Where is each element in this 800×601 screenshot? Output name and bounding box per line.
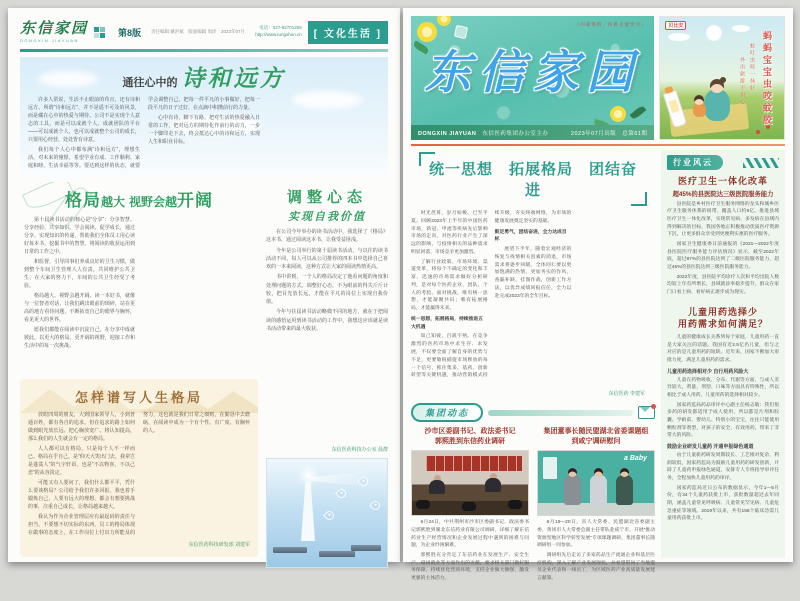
paragraph: 和监督，引导同事们养成良好的卫生习惯，做到整个车间卫生管理人人有责，共同维护公共卫生，在大家的努力下，车间的公共卫生经受了考验。: [24, 259, 135, 289]
advertisement: [659, 16, 785, 140]
paragraph: 可能又有人要问了，我们什么都平平，凭什么要谈格局？公司给予我们许多回报，我也着手锻炼自己，人要有远大的理想，都会有想要挑战的事，注重自己成长，让格局越来越大。: [28, 480, 135, 510]
life-byline: 东信医药科技研发部 刘建军: [188, 542, 250, 548]
children-headline-1: 儿童用药选择少: [687, 306, 758, 317]
masthead-english: DONGXIN JIAYUAN: [418, 130, 477, 137]
left-logo-title: 东信家园: [20, 20, 89, 37]
medical-headline: 医疗卫生一体化改革: [677, 176, 768, 186]
paragraph: 调研组先后走访了多家药品生产流通企业和基层医疗机构，深入了解产业发展现状，并看望慰问了当地盟员企业代表和一线员工，为区域医药产业高质量发展建言献策。: [537, 552, 655, 581]
mother-figure: [704, 89, 730, 121]
website-line: http://www.tungshun.cn: [255, 32, 302, 37]
paragraph: 我们每个人心中都布满“诗和远方”，理想生活、对未来的憧憬，希望学业有成、工作顺利、家庭和睦、生活幸福等等。要达到这样的状态，就要学会调整自己，把每一件平凡的小事做好，把每一段平凡的日子过好，在点滴中积攒前行的力量。: [28, 97, 260, 169]
right-page-top: [411, 16, 785, 140]
left-page-side-column: [266, 182, 388, 568]
pier-shape: [351, 545, 381, 551]
masthead-notice: （内部资料，仅供交流学习）: [574, 22, 647, 27]
article-medical: [667, 175, 779, 297]
paragraph: 国家卫生健康委日前通报的《2021—2022年度县医院医疗服务能力评估情况》显示，截至2022年底，超过87%的县医院达到了二级医院服务能力，超过45%的县医院达到三级医院服务能力。: [667, 241, 779, 270]
phone-line: 电话：027-82701206: [259, 25, 302, 31]
group-news-cards: [411, 427, 655, 601]
meeting-photo: [411, 450, 529, 516]
ad-slogan-1: 蚊叮虫咬一抹好: [749, 43, 755, 92]
article-visit: [411, 427, 529, 601]
children-subhead-1: 儿童用药选择相对少 自行用药风险大: [667, 368, 749, 375]
pixel-decoration-icon: [94, 27, 110, 38]
poetry-headline: [20, 57, 388, 93]
mindset-headline-2: 实现自我价值: [288, 211, 366, 223]
pattern-headline-part: 开阔: [177, 191, 214, 210]
pier-shape: [319, 551, 355, 557]
paragraph: 6月24日，中共荆州市沙市区委副书记、政法委书记郭熙胜到湖北东信药业有限公司调研，详细了解东信药业生产经营情况和企业发展过程中遇到的困难与问题，为企业纾困解难。: [411, 520, 529, 549]
children-intro: [667, 334, 779, 365]
cloud-decoration: [732, 25, 750, 32]
orange-divider: [411, 144, 785, 146]
red-banner: [426, 456, 522, 471]
paragraph: 时光荏苒，岁月如梭，已至半夏。回顾2023年上半年的中国医药市场，新冠、甲流等疾病先后影响市场的走向，对医药行业产生了深远的影响，与疫情相关的品种需求明显回落，市场竞争更加激烈。: [411, 211, 488, 255]
edition-label: 第8版: [118, 27, 142, 38]
lighthouse-light: [306, 473, 311, 478]
ad-slogan-2: 外出旅游不担心: [739, 57, 745, 106]
paragraph: 县医院是乡村医疗卫生服务网络的龙头和城乡医疗卫生服务体系的纽带，覆盖人口约9亿。推进县域医疗卫生一体化改革，实现常见病、多发病在县域内得到解决的目标，我国各地正积极推动优质医疗资源下沉，让更多群众享受到更便利实惠的医疗服务。: [667, 201, 779, 238]
visit-body: [411, 519, 529, 601]
children-subhead-2: 鼓励企业研发儿童药 开通申报绿色通道: [667, 443, 754, 450]
mindset-body: [266, 228, 388, 444]
masthead: [411, 16, 654, 140]
chair-shape: [508, 500, 522, 509]
unity-intro: [411, 210, 488, 313]
children-mid: [667, 377, 779, 440]
children-end: [667, 452, 779, 523]
life-headline: 怎样谱写人生格局: [74, 390, 203, 405]
paragraph: 第十届读书活动的核心是“分享”：分享智慧、分享经验、共享知识。学会阅读、促学成长，通过分享，实现知识的传递，帮助我们全体员工用心读好每本书，挖掘书中的智慧，将阅读的收获运用到日常的工作之中。: [24, 217, 135, 255]
paragraph: 展望下半年，随着宏观经济的恢复与疫情相关因素的消退，市场需求将逐步回暖。全体同仁要以更加饱满的热情、更加务实的作风，查漏补缺、挂图作战，创新工作方法，以优异成绩回报信任，全力以赴完成2023年的全年目标。: [494, 247, 572, 299]
pattern-headline: [20, 186, 258, 211]
research-headline-2: 到咸宁调研慰问: [571, 438, 621, 446]
right-page-body: [411, 150, 785, 581]
right-page: [403, 8, 793, 581]
poetry-body: [20, 93, 388, 177]
article-life: [20, 379, 258, 557]
left-page-lower: [20, 182, 388, 568]
group-news-section: [411, 403, 655, 601]
medical-body: [667, 201, 779, 297]
sun-decoration: [706, 25, 722, 41]
map-pin-icon: [323, 509, 336, 522]
poetry-headline-main: 诗和远方: [181, 66, 286, 91]
right-page-main-column: [411, 150, 655, 581]
person-figure: [564, 475, 581, 505]
paragraph: 国家药监局药品审评中心副主任杨志敏：我们很多药的研发都适用于成人使用，所以都是片剂和胶囊。学龄前、婴幼儿、特别小的宝宝，往往只能使用颗粒剂等剂型，对孩子的安全、有效用药，带来了非常大的风险。: [667, 402, 779, 439]
paragraph: 今年是公司举行的第十届读书活动，与以往的读书活动不同，每人可以从公司推荐的四本书中选择自己喜欢的一本来阅读，这种方式让大家的阅读热情更高。: [266, 247, 388, 270]
header-rule: [20, 49, 388, 52]
paragraph: 许多人常说，生活不止眼前的苟且，还有诗和远方。所谓“诗和远方”，并不是遥不可及的风景，而是藏在心中的热爱与期待。公司不是实现个人意志的工具，而是可以成就个人、成就团队的平台——可以成就个人，也可以成就整个公司的成长，只要用心经营，处处皆有诗意。: [28, 97, 140, 143]
left-page-header: [20, 18, 388, 46]
pattern-body: [20, 211, 258, 374]
article-research: [537, 427, 655, 601]
lemon-decoration: [610, 106, 626, 122]
masthead-organizer: [418, 129, 548, 137]
left-page-main-column: [20, 182, 258, 568]
lighthouse-tower: [301, 481, 315, 541]
paragraph: 儿童在药物吸收、分布、代谢等方面，与成人差异较大，剂量、剂型、口味等方面具有特殊性，所以相比于成人用药，儿童用药的选择相对较少。: [667, 377, 779, 398]
paragraph: 心中有诗，脚下有路。把对生活的热爱融入日常的工作，把对远方的期待化作前行的动力，一步一个脚印走下去，终会抵达心中的诗和远方，实现人生和职业目标。: [148, 115, 260, 145]
child-figure: [693, 103, 706, 117]
mindset-byline: 东信医药科技办公室 晨群: [331, 447, 388, 453]
masthead-organizer-text: 东信医药集团办公室主办: [482, 130, 549, 137]
left-logo: [20, 22, 88, 43]
paragraph: 书中讲到，一个人的格局决定了他看问题的角度和处理问题的方式。调整好心态，不为眼前的得失斤斤计较，把目光放长远，才能在平凡的岗位上实现自我价值。: [266, 274, 388, 305]
cloud-decoration: [668, 33, 690, 41]
paragraph: 郭熙胜充分肯定了东信药业在发展生产、安全生产、稳岗就业等方面作出的贡献，要求相关部门做好服务保障，持续优化营商环境，支持企业做大做强，激发更强的主体活力。: [411, 552, 529, 581]
children-headline-2: 用药需求如何满足？: [677, 319, 768, 330]
poster-shape: [543, 457, 557, 479]
section-label: [ 文化生活 ]: [308, 21, 388, 44]
paragraph: 愿我们都能在阅读中沉淀自己，在分享中成就彼此，以更大的格局、更开阔的视野，迎接工作和生活中的每一次挑战。: [24, 327, 135, 349]
paragraph: 格局越大，视野会越开阔。读一本好书，就像与一位智者对话，让我们跳出眼前的琐碎，站在更高的地方看待问题，不断拓宽自己的眼界与胸怀，看见更大的世界。: [24, 293, 135, 323]
editors-line: 责任编辑 戴洪斌 版面编辑 周洋 2023年07月: [151, 29, 246, 34]
industry-label: 行业风云: [667, 155, 723, 170]
chair-shape: [416, 500, 430, 509]
lemon-decoration: [437, 16, 451, 26]
article-unity: [411, 152, 655, 397]
masthead-title: 东信家园: [424, 47, 641, 98]
contact-block: [255, 25, 302, 39]
paragraph: 在公司今年举办的读书活动中，我选择了《格局》这本书，通过阅读这本书，让我受益匪浅。: [266, 229, 388, 244]
mindset-headline-1: 调整心态: [286, 190, 367, 206]
person-figure: [590, 475, 607, 505]
paragraph: 2022年度，县医院平均诊疗人次和平均出院人数均较上年有所增长，县域就诊率稳步提升，群众在家门口看上病、看好病正逐步成为现实。: [667, 274, 779, 295]
pattern-headline-part: 格局: [64, 191, 101, 210]
industry-sidebar: [661, 150, 785, 558]
paragraph: 由于儿童新药研发周期较长、工艺相对复杂、利润较低，国家药监局为鼓励儿童用药的研发创新，开辟了儿童药申报绿色通道，安排专人专班指导审评任务，全程加快儿童用药的审评。: [667, 452, 779, 481]
map-pin-icon: [335, 487, 348, 500]
research-headline-1: 集团董事长随民盟湖北省委课题组: [543, 428, 649, 435]
paragraph: 6月19—20日，省人大常委、民盟湖北省委副主委，黄冈市人大常委会副主任带队赴咸宁市，开展“推动资源型地区科学转型发展”专项课题调研，集团董事长随调研组一同参加。: [537, 520, 655, 549]
unity-byline: 东信医药 李建军: [608, 391, 645, 397]
paragraph: 国家药监局近日公布的数据显示，今年1—5月份，有34个儿童药获批上市，获批数量超过去年同期，涵盖儿童常见呼吸病、儿童常见罕见病、儿童危急重症等领域。2019年以来，共有158个临床急需儿童用药获批上市。: [667, 485, 779, 522]
visit-headline-2: 郭熙胜到东信药业调研: [435, 438, 505, 446]
unity-headline-frame: [419, 152, 647, 206]
lighthouse-illustration: [266, 458, 388, 568]
unity-subhead-2: 鼓足勇气，团结奋进，全力达成目标: [494, 229, 567, 243]
person-figure: [429, 480, 445, 494]
group-news-label: 集团动态: [411, 403, 483, 422]
pattern-headline-part: 越大: [100, 195, 125, 209]
unity-body: [411, 210, 655, 388]
industry-header: [667, 155, 779, 170]
paragraph: 今年与往届读书活动略微不同的地方，就在于把阅读的感悟运用到读书活动的工作中，我想这应该就是读书活动带来的最大收获。: [266, 309, 388, 332]
leaf-decoration: [630, 105, 647, 121]
paragraph: 了解行业政策、市场环境、渠道变革，将每个不确定的变化和丰富、迅速的市场需求做好分析研判，是对每个医药企业、团队、个人的考验。面对挑战，唯有统一思想，才能凝聚共识；唯有拓展格局，才能赢得未来。: [411, 259, 488, 312]
person-figure: [616, 475, 633, 505]
paragraph: 人人都可以有格局，只是每个人不一样而已。格局在乎自己，是“仰天大笑出门去，我辈岂是蓬蒿人”的气宇轩昂，也是“不以物喜，不以己悲”的从容淡定。: [28, 446, 135, 476]
paragraph: 放眼四周的朋友，大到国家领导人，小到普通百姓，都有各自的追求。但在追求的路上如何做到眼光放长远、把心胸放宽广、将认知提高，那么我们的人生就会有一定的格局。: [28, 412, 135, 442]
research-body: [537, 519, 655, 601]
group-news-banner: [411, 403, 655, 422]
hair-bun: [720, 77, 726, 83]
medical-subtitle: 超45%的县医院达三级医院服务能力: [672, 190, 774, 198]
floor-shape: [538, 503, 654, 515]
article-poetry: [20, 57, 388, 177]
visit-headline-1: 沙市区委副书记、政法委书记: [424, 428, 516, 435]
paragraph: 儿童的健康成长关系到每个家庭，儿童用药一直是大家关注的话题。我国有近2.5亿名儿童，但与之对应的是儿童用药的短缺。近年来，国家不断加大审批力度，满足儿童用药的需求。: [667, 334, 779, 363]
wall-logo-text: a Baby: [624, 455, 647, 463]
pier-shape: [273, 547, 307, 553]
flower-decoration: [756, 130, 760, 134]
paragraph: 知己知彼，百战不殆。在竞争激烈的医药市场中求生存、求发展，不仅要全面了解自身的优势与不足，更要敏锐捕捉市场释放的每一个信号，抓住集采、基药、创新转型等关键机遇，推动营销模式持续升级，夯实终端网络，为市场的健康发展奠定坚实的基础。: [411, 211, 572, 379]
person-figure: [485, 478, 501, 492]
life-body: [28, 411, 250, 539]
left-logo-subtitle: DONGXIN JIAYUAN: [20, 37, 79, 43]
masthead-issue: 2023年07月出版 总第61期: [570, 130, 648, 137]
ad-headline-vertical: 蚂蚂宝宝虫咬蚊胶: [762, 31, 772, 127]
ad-brand-logo: 贝比安: [665, 21, 686, 30]
mail-icon: [638, 406, 655, 419]
pattern-headline-part: 视野会越: [129, 195, 178, 209]
research-photo: [537, 450, 655, 516]
stripes-decoration: [743, 158, 779, 168]
paragraph: 我认为作为企业管理层应有最起码的责任与担当，不要想不切实际的东西，员工的格局体现在做事的态度上，在工作岗位上付出力所能及的努力，这也就是我们日常之细则，在勤恳中去磨砺，在阅读中成为一个有个性、有广度、有胸怀的人。: [28, 412, 250, 536]
map-pin-icon: [369, 499, 382, 512]
poetry-headline-prefix: 通往心中的: [122, 77, 178, 89]
banner-bar: [488, 410, 633, 416]
chair-shape: [462, 502, 476, 511]
article-children: [667, 306, 779, 523]
unity-headline: 统一思想 拓展格局 团结奋进: [428, 162, 637, 199]
left-page: [8, 8, 400, 562]
article-pattern: [20, 182, 258, 374]
unity-end: [495, 246, 572, 300]
masthead-strip: [411, 125, 654, 140]
unity-subhead-1: 统一思想，拓展格局，持续推进五大机遇: [411, 316, 483, 330]
